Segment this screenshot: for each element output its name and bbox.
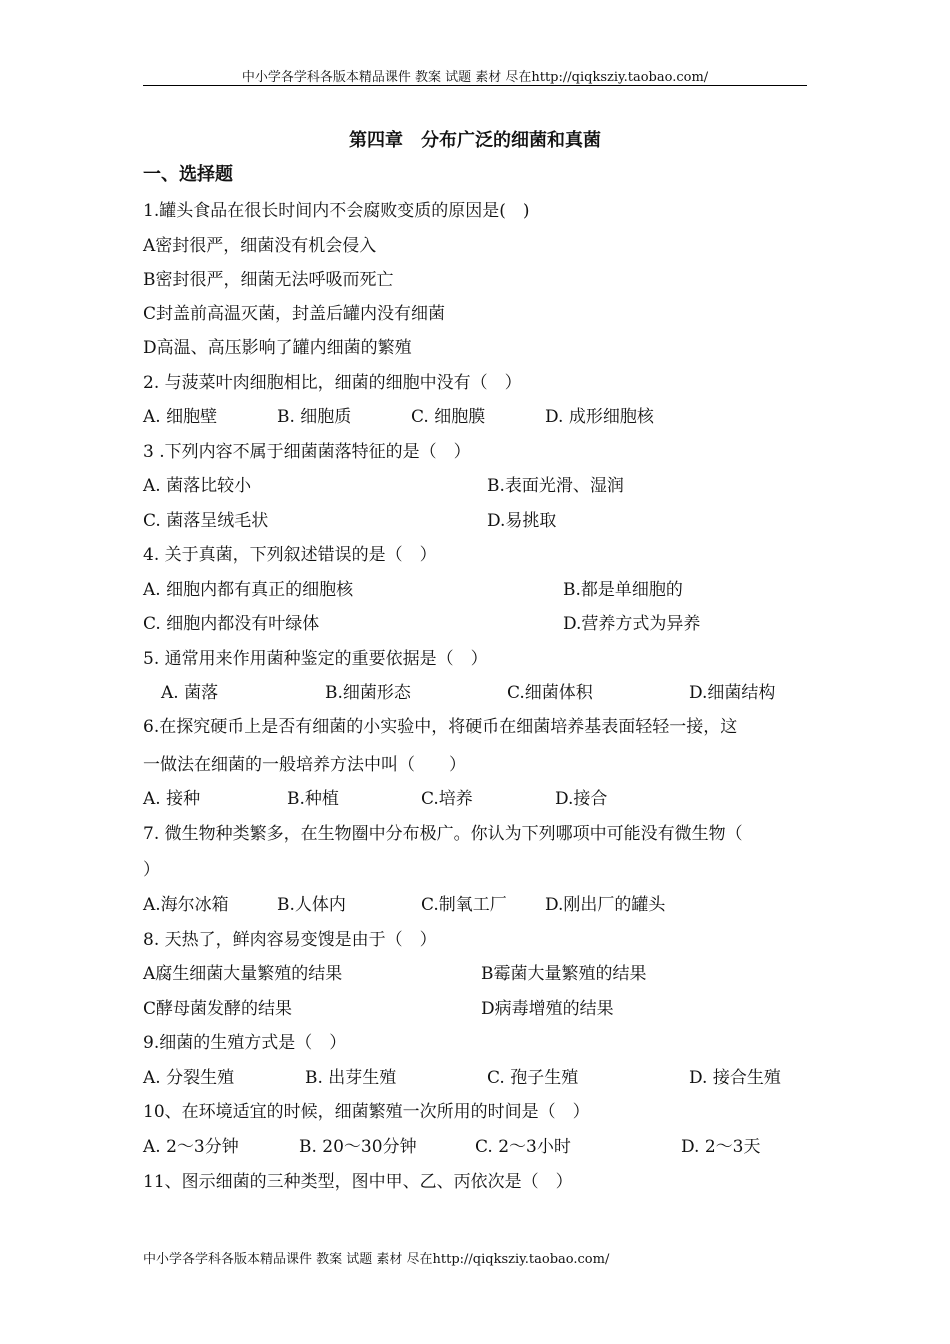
question-6-option-a: A. 接种 [143,789,201,809]
question-5-option-d: D.细菌结构 [689,683,776,703]
header-rule [143,85,807,86]
question-8-option-a: A腐生细菌大量繁殖的结果 [143,964,343,984]
question-5-stem: 5. 通常用来作用菌种鉴定的重要依据是（ ） [143,649,488,669]
question-2-option-a: A. 细胞壁 [143,407,218,427]
question-7-option-c: C.制氧工厂 [421,895,507,915]
question-10-option-a: A. 2～3分钟 [143,1137,239,1157]
question-3-option-c: C. 菌落呈绒毛状 [143,511,269,531]
question-4-stem: 4. 关于真菌，下列叙述错误的是（ ） [143,545,437,565]
question-1-option-d: D高温、高压影响了罐内细菌的繁殖 [143,338,412,358]
question-2-option-b: B. 细胞质 [277,407,352,427]
question-9-option-a: A. 分裂生殖 [143,1068,235,1088]
question-3-option-a: A. 菌落比较小 [143,476,252,496]
question-1-option-a: A密封很严，细菌没有机会侵入 [143,236,377,256]
question-1-stem: 1.罐头食品在很长时间内不会腐败变质的原因是( ) [143,201,530,221]
question-10-option-b: B. 20～30分钟 [299,1137,417,1157]
page-footer: 中小学各学科各版本精品课件 教案 试题 素材 尽在http://qiqksziy.taobao.com/ [143,1252,610,1267]
question-9-stem: 9.细菌的生殖方式是（ ） [143,1033,347,1053]
question-8-option-c: C酵母菌发酵的结果 [143,999,293,1019]
question-3-stem: 3 .下列内容不属于细菌菌落特征的是（ ） [143,442,471,462]
question-8-option-b: B霉菌大量繁殖的结果 [481,964,647,984]
question-6-option-c: C.培养 [421,789,473,809]
question-7-stem-line-1: 7. 微生物种类繁多，在生物圈中分布极广。你认为下列哪项中可能没有微生物（ [143,824,743,844]
section-heading: 一、选择题 [143,164,233,185]
question-11-stem: 11、图示细菌的三种类型，图中甲、乙、丙依次是（ ） [143,1172,573,1192]
question-4-option-c: C. 细胞内都没有叶绿体 [143,614,320,634]
question-1-option-b: B密封很严，细菌无法呼吸而死亡 [143,270,394,290]
page-header: 中小学各学科各版本精品课件 教案 试题 素材 尽在http://qiqksziy.taobao.com/ [241,70,709,85]
question-3-option-d: D.易挑取 [487,511,557,531]
question-4-option-d: D.营养方式为异养 [563,614,701,634]
question-9-option-b: B. 出芽生殖 [305,1068,397,1088]
question-10-stem: 10、在环境适宜的时候，细菌繁殖一次所用的时间是（ ） [143,1102,590,1122]
question-5-option-b: B.细菌形态 [325,683,411,703]
question-10-option-d: D. 2～3天 [681,1137,761,1157]
question-7-stem-line-2: ） [143,860,160,880]
question-4-option-b: B.都是单细胞的 [563,580,683,600]
question-2-option-c: C. 细胞膜 [411,407,486,427]
question-6-option-b: B.种植 [287,789,339,809]
question-9-option-c: C. 孢子生殖 [487,1068,579,1088]
chapter-title: 第四章 分布广泛的细菌和真菌 [349,130,601,151]
question-2-stem: 2. 与菠菜叶肉细胞相比，细菌的细胞中没有（ ） [143,373,522,393]
question-1-option-c: C封盖前高温灭菌，封盖后罐内没有细菌 [143,304,446,324]
question-6-option-d: D.接合 [555,789,608,809]
question-6-stem-line-1: 6.在探究硬币上是否有细菌的小实验中，将硬币在细菌培养基表面轻轻一接，这 [143,717,738,737]
question-8-stem: 8. 天热了，鲜肉容易变馊是由于（ ） [143,930,437,950]
question-6-stem-line-2: 一做法在细菌的一般培养方法中叫（ ） [143,755,466,775]
question-7-option-d: D.刚出厂的罐头 [545,895,666,915]
question-7-option-a: A.海尔冰箱 [143,895,229,915]
question-9-option-d: D. 接合生殖 [689,1068,781,1088]
question-5-option-c: C.细菌体积 [507,683,593,703]
question-4-option-a: A. 细胞内都有真正的细胞核 [143,580,354,600]
question-7-option-b: B.人体内 [277,895,346,915]
question-5-option-a: A. 菌落 [161,683,219,703]
question-2-option-d: D. 成形细胞核 [545,407,654,427]
question-8-option-d: D病毒增殖的结果 [481,999,614,1019]
question-3-option-b: B.表面光滑、湿润 [487,476,624,496]
question-10-option-c: C. 2～3小时 [475,1137,571,1157]
